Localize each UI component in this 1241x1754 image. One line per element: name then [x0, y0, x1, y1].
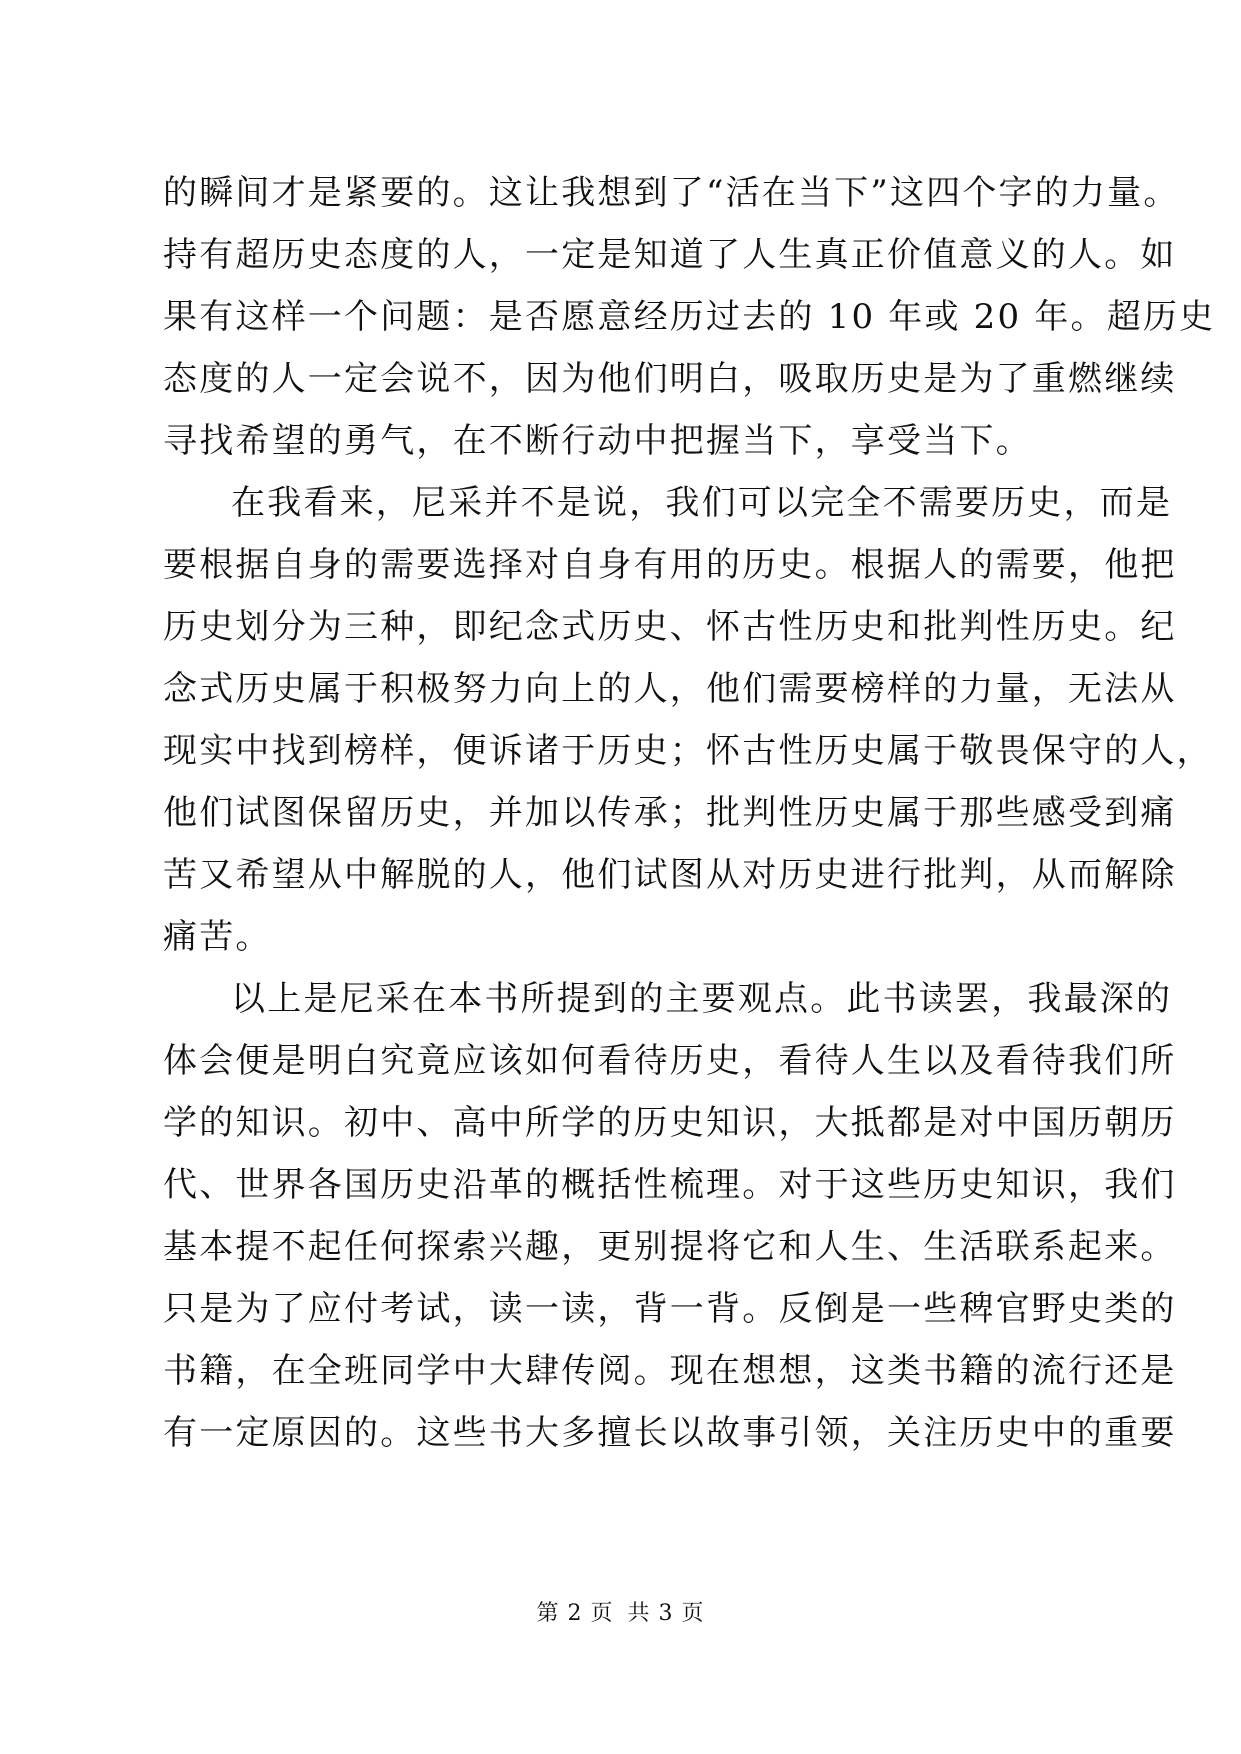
text-line: 书籍，在全班同学中大肆传阅。现在想想，这类书籍的流行还是: [163, 1351, 1177, 1391]
page-total: 共 3 页: [627, 1601, 705, 1626]
page-number: 第 2 页: [536, 1601, 614, 1626]
text-line: 果有这样一个问题：是否愿意经历过去的 10 年或 20 年。超历史: [163, 297, 1216, 337]
text-line: 学的知识。初中、高中所学的历史知识，大抵都是对中国历朝历: [163, 1103, 1177, 1143]
text-line: 的瞬间才是紧要的。这让我想到了“活在当下”这四个字的力量。: [163, 173, 1180, 213]
text-line: 以上是尼采在本书所提到的主要观点。此书读罢，我最深的: [231, 979, 1173, 1019]
text-line: 基本提不起任何探索兴趣，更别提将它和人生、生活联系起来。: [163, 1227, 1177, 1267]
text-line: 念式历史属于积极努力向上的人，他们需要榜样的力量，无法从: [163, 669, 1177, 709]
paragraph: [163, 968, 1177, 1464]
paragraph: [163, 162, 1216, 472]
text-line: 寻找希望的勇气，在不断行动中把握当下，享受当下。: [163, 421, 1032, 461]
text-line: 只是为了应付考试，读一读，背一背。反倒是一些稗官野史类的: [163, 1289, 1177, 1329]
text-line: 持有超历史态度的人，一定是知道了人生真正价值意义的人。如: [163, 235, 1177, 275]
text-line: 要根据自身的需要选择对自身有用的历史。根据人的需要，他把: [163, 545, 1177, 585]
text-line: 痛苦。: [163, 917, 272, 957]
text-line: 他们试图保留历史，并加以传承；批判性历史属于那些感受到痛: [163, 793, 1177, 833]
text-line: 苦又希望从中解脱的人，他们试图从对历史进行批判，从而解除: [163, 855, 1177, 895]
text-line: 有一定原因的。这些书大多擅长以故事引领，关注历史中的重要: [163, 1413, 1177, 1453]
text-line: 历史划分为三种，即纪念式历史、怀古性历史和批判性历史。纪: [163, 607, 1177, 647]
page-footer: [0, 1596, 1241, 1627]
paragraph: [163, 472, 1213, 968]
body-text: [163, 162, 1216, 1464]
text-line: 体会便是明白究竟应该如何看待历史，看待人生以及看待我们所: [163, 1041, 1177, 1081]
text-line: 态度的人一定会说不，因为他们明白，吸取历史是为了重燃继续: [163, 359, 1177, 399]
text-line: 在我看来，尼采并不是说，我们可以完全不需要历史，而是: [231, 483, 1173, 523]
text-line: 代、世界各国历史沿革的概括性梳理。对于这些历史知识，我们: [163, 1165, 1177, 1205]
text-line: 现实中找到榜样，便诉诸于历史；怀古性历史属于敬畏保守的人，: [163, 731, 1213, 771]
